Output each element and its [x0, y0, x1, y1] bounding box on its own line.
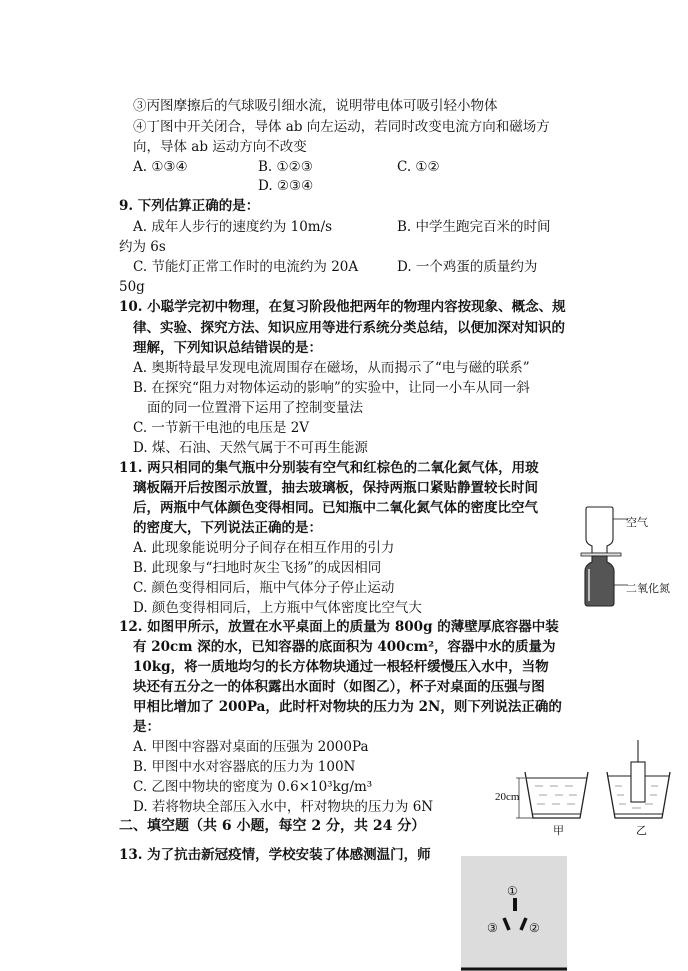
q12-option-b: B. 甲图中水对容器底的压力为 100N: [133, 759, 356, 775]
q10-option-d: D. 煤、石油、天然气属于不可再生能源: [133, 440, 368, 456]
q11-option-c: C. 颜色变得相同后，瓶中气体分子停止运动: [133, 580, 395, 596]
q12-stem-6: 是：: [133, 719, 160, 735]
q11-stem-2: 璃板隔开后按图示放置，抽去玻璃板，保持两瓶口紧贴静置较长时间: [133, 480, 538, 496]
q10-option-a: A. 奥斯特最早发现电流周围存在磁场，从而揭示了“电与磁的联系”: [133, 360, 530, 376]
q9-option-a: A. 成年人步行的速度约为 10m/s: [133, 219, 333, 235]
q8-statement-3: ③丙图摩擦后的气球吸引细水流，说明带电体可吸引轻小物体: [133, 98, 498, 114]
q9-option-c: C. 节能灯正常工作时的电流约为 20A: [133, 259, 359, 275]
q11-stem-4: 的密度大，下列说法正确的是：: [133, 520, 322, 536]
q10-stem-1: 10. 小聪学完初中物理，在复习阶段他把两年的物理内容按现象、概念、规: [119, 299, 566, 315]
gate-label-1: ①: [507, 884, 518, 898]
q10-option-b-line2: 面的同一位置滑下运用了控制变量法: [147, 400, 363, 416]
q12-stem-1: 12. 如图甲所示，放置在水平桌面上的质量为 800g 的薄壁厚底容器中装: [119, 619, 559, 635]
q11-stem-3: 后，两瓶中气体颜色变得相同。已知瓶中二氧化氮气体的密度比空气: [133, 500, 538, 516]
figure-label-no2: 二氧化氮: [626, 582, 670, 595]
q9-option-b-line2: 约为 6s: [119, 239, 166, 255]
q8-option-c: C. ①②: [397, 159, 440, 175]
q11-stem-1: 11. 两只相同的集气瓶中分别装有空气和红棕色的二氧化氮气体，用玻: [119, 460, 539, 476]
q10-option-b-line1: B. 在探究“阻力对物体运动的影响”的实验中，让同一小车从同一斜: [133, 380, 530, 396]
q10-stem-2: 律、实验、探究方法、知识应用等进行系统分类总结，以便加深对知识的: [133, 320, 565, 336]
q12-stem-3: 10kg，将一质地均匀的长方体物块通过一根轻杆缓慢压入水中，当物: [133, 659, 549, 675]
q9-option-b-line1: B. 中学生跑完百米的时间: [397, 219, 551, 235]
q11-option-a: A. 此现象能说明分子间存在相互作用的引力: [133, 540, 395, 556]
q9-option-d-line2: 50g: [119, 279, 145, 295]
q8-option-a: A. ①③④: [133, 159, 188, 175]
q9-option-d-line1: D. 一个鸡蛋的质量约为: [397, 259, 538, 275]
gate-marks: [461, 856, 567, 971]
figure-label-jia: 甲: [553, 824, 564, 837]
q12-stem-5: 甲相比增加了 200Pa，此时杆对物块的压力为 2N，则下列说法正确的: [133, 699, 562, 715]
q11-option-b: B. 此现象与“扫地时灰尘飞扬”的成因相同: [133, 560, 382, 576]
q10-stem-3: 理解，下列知识总结错误的是：: [133, 340, 322, 356]
q8-statement-4a: ④丁图中开关闭合，导体 ab 向左运动，若同时改变电流方向和磁场方: [133, 119, 550, 135]
q8-option-b: B. ①②③: [258, 159, 313, 175]
temperature-gate-figure: [461, 856, 567, 971]
q12-option-d: D. 若将物块全部压入水中，杆对物块的压力为 6N: [133, 799, 434, 815]
figure-label-yi: 乙: [636, 824, 647, 837]
q9-stem: 9. 下列估算正确的是：: [119, 198, 260, 214]
q12-option-c: C. 乙图中物块的密度为 0.6×10³kg/m³: [133, 779, 373, 795]
q12-stem-4: 块还有五分之一的体积露出水面时（如图乙），杯子对桌面的压强与图: [133, 679, 545, 695]
q13-stem-1: 13. 为了抗击新冠疫情，学校安装了体感测温门，师: [119, 847, 431, 863]
gate-label-2: ②: [529, 921, 540, 935]
q12-option-a: A. 甲图中容器对桌面的压强为 2000Pa: [133, 739, 369, 755]
q12-stem-2: 有 20cm 深的水，已知容器的底面积为 400cm²，容器中水的质量为: [133, 639, 556, 655]
figure-label-depth: 20cm: [495, 791, 520, 803]
q8-option-d: D. ②③④: [258, 178, 314, 194]
gate-label-3: ③: [487, 921, 498, 935]
figure-label-air: 空气: [626, 516, 648, 529]
q8-statement-4b: 向，导体 ab 运动方向不改变: [133, 139, 307, 155]
q10-option-c: C. 一节新干电池的电压是 2V: [133, 420, 310, 436]
q11-option-d: D. 颜色变得相同后，上方瓶中气体密度比空气大: [133, 600, 422, 616]
section-heading-fill-in: 二、填空题（共 6 小题，每空 2 分，共 24 分）: [119, 818, 426, 834]
containers-figure: [495, 738, 680, 824]
